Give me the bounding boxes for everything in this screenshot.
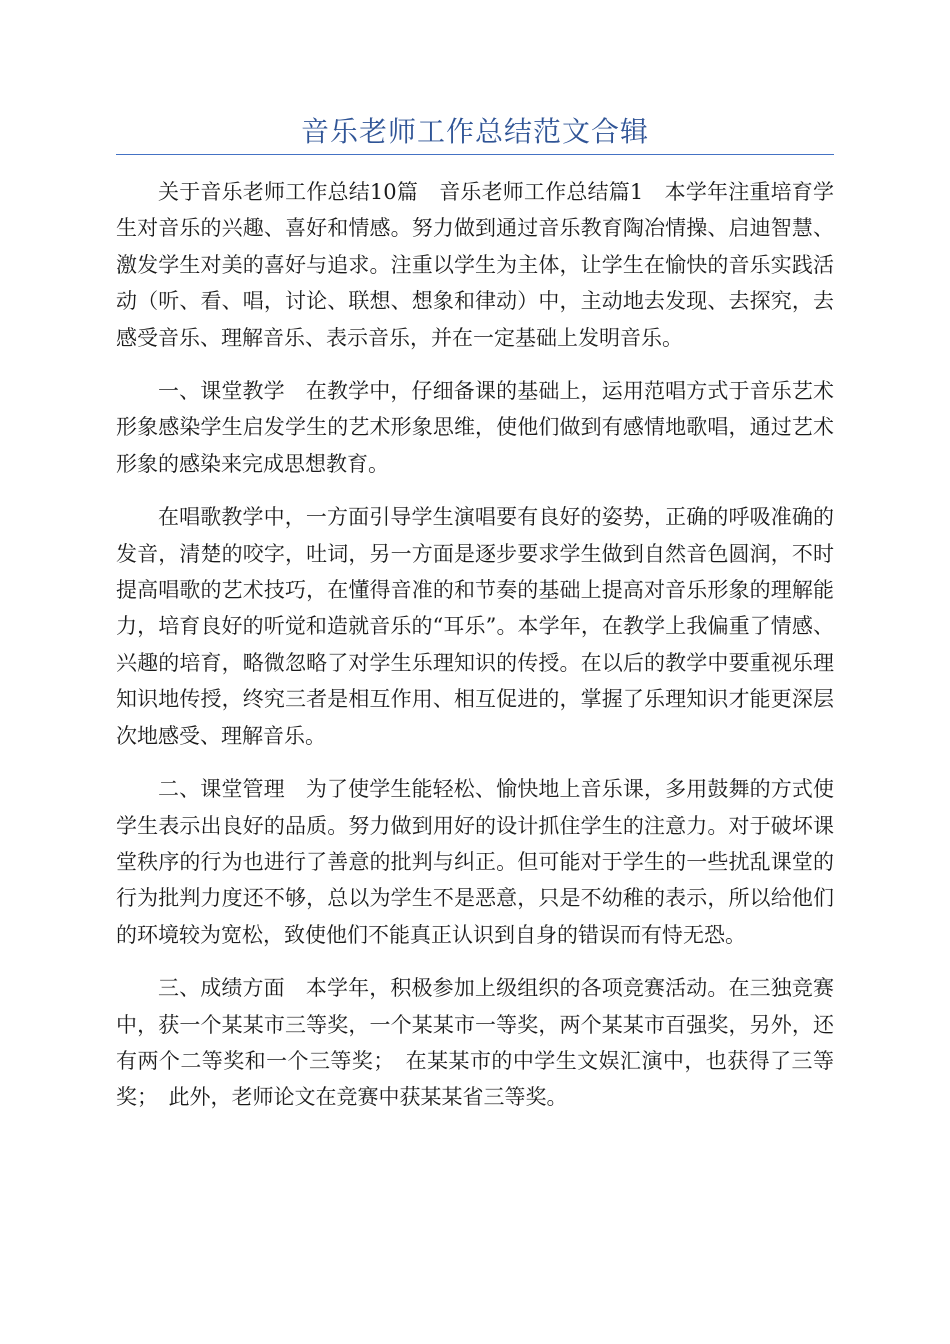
paragraph-classroom-teaching: 一、课堂教学 在教学中，仔细备课的基础上，运用范唱方式于音乐艺术形象感染学生启发学生的艺术形象思维，使他们做到有感情地歌唱，通过艺术形象的感染来完成思想教育。	[116, 379, 834, 476]
document-title: 音乐老师工作总结范文合辑	[300, 115, 649, 148]
document-body	[116, 174, 834, 1133]
paragraph-intro: 关于音乐老师工作总结10篇 音乐老师工作总结篇1 本学年注重培育学生对音乐的兴趣、喜好和情感。努力做到通过音乐教育陶冶情操、启迪智慧、激发学生对美的喜好与追求。注重以学生为主体，让学生在愉快的音乐实践活动（听、看、唱，讨论、联想、想象和律动）中，主动地去发现、去探究，去感受音乐、理解音乐、表示音乐，并在一定基础上发明音乐。	[116, 180, 834, 350]
title-underline	[116, 154, 834, 155]
paragraph-achievements: 三、成绩方面 本学年，积极参加上级组织的各项竞赛活动。在三独竞赛中，获一个某某市三等奖，一个某某市一等奖，两个某某市百强奖，另外，还有两个二等奖和一个三等奖； 在某某市的中学生文娱汇演中，也获得了三等奖； 此外，老师论文在竞赛中获某某省三等奖。	[116, 976, 834, 1110]
paragraph-classroom-management: 二、课堂管理 为了使学生能轻松、愉快地上音乐课，多用鼓舞的方式使学生表示出良好的品质。努力做到用好的设计抓住学生的注意力。对于破坏课堂秩序的行为也进行了善意的批判与纠正。但可能对于学生的一些扰乱课堂的行为批判力度还不够，总以为学生不是恶意，只是不幼稚的表示，所以给他们的环境较为宽松，致使他们不能真正认识到自身的错误而有恃无恐。	[116, 777, 834, 947]
paragraph-singing-teaching: 在唱歌教学中，一方面引导学生演唱要有良好的姿势，正确的呼吸准确的发音，清楚的咬字，吐词，另一方面是逐步要求学生做到自然音色圆润，不时提高唱歌的艺术技巧，在懂得音准的和节奏的基础上提高对音乐形象的理解能力，培育良好的听觉和造就音乐的“耳乐”。本学年，在教学上我偏重了情感、兴趣的培育，略微忽略了对学生乐理知识的传授。在以后的教学中要重视乐理知识地传授，终究三者是相互作用、相互促进的，掌握了乐理知识才能更深层次地感受、理解音乐。	[116, 505, 834, 748]
